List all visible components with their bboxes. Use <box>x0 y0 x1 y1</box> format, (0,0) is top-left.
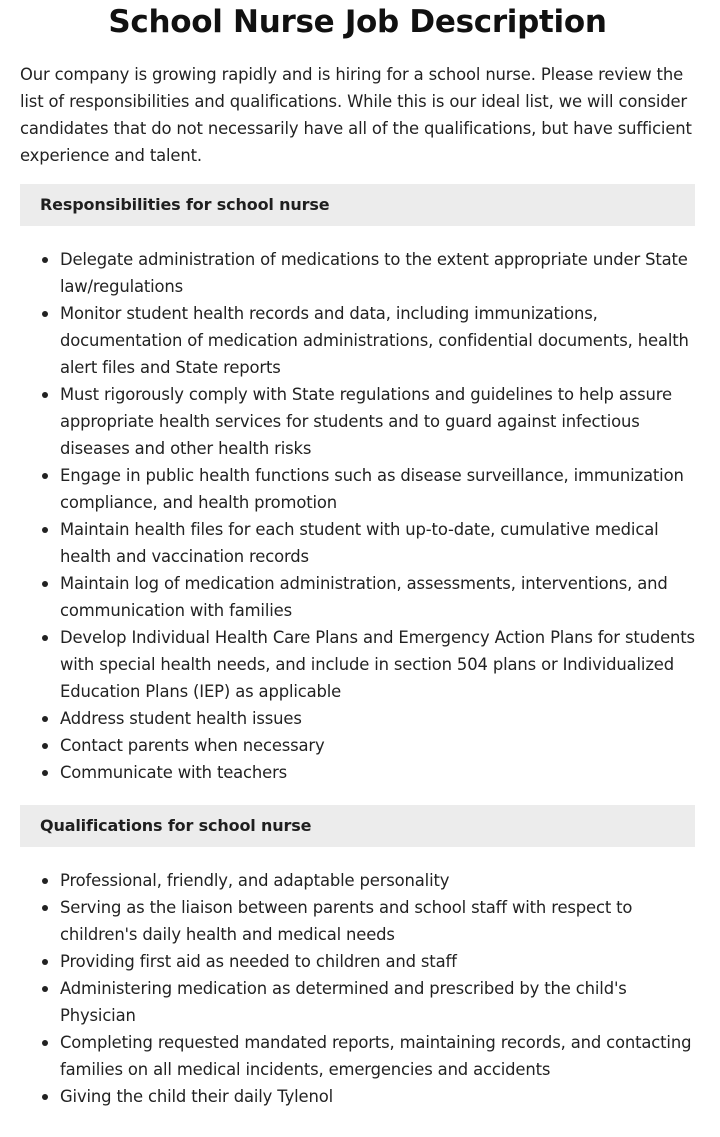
list-item: Develop Individual Health Care Plans and Emergency Action Plans for students with special health needs, and include in section 504 plans or Individualized Education Plans (IEP) as applicable <box>60 624 695 705</box>
qualifications-list <box>20 867 695 1110</box>
list-item: Delegate administration of medications to the extent appropriate under State law/regulations <box>60 246 695 300</box>
list-item: Maintain health files for each student with up-to-date, cumulative medical health and vaccination records <box>60 516 695 570</box>
qualifications-heading: Qualifications for school nurse <box>20 805 695 847</box>
list-item: Administering medication as determined and prescribed by the child's Physician <box>60 975 695 1029</box>
list-item: Must rigorously comply with State regulations and guidelines to help assure appropriate health services for students and to guard against infectious diseases and other health risks <box>60 381 695 462</box>
section-spacer <box>20 786 695 790</box>
list-item: Monitor student health records and data, including immunizations, documentation of medication administrations, confidential documents, health alert files and State reports <box>60 300 695 381</box>
responsibilities-list <box>20 246 695 786</box>
list-item: Maintain log of medication administration, assessments, interventions, and communication with families <box>60 570 695 624</box>
list-item: Giving the child their daily Tylenol <box>60 1083 695 1110</box>
page-title: School Nurse Job Description <box>108 4 607 40</box>
list-item: Completing requested mandated reports, maintaining records, and contacting families on all medical incidents, emergencies and accidents <box>60 1029 695 1083</box>
list-item: Providing first aid as needed to children and staff <box>60 948 695 975</box>
list-item: Engage in public health functions such as disease surveillance, immunization compliance, and health promotion <box>60 462 695 516</box>
intro-paragraph: Our company is growing rapidly and is hiring for a school nurse. Please review the list of responsibilities and qualifications. While this is our ideal list, we will consider candidates that do not necessarily have all of the qualifications, but have sufficient experience and talent. <box>20 65 692 165</box>
responsibilities-heading: Responsibilities for school nurse <box>20 184 695 226</box>
list-item: Communicate with teachers <box>60 759 695 786</box>
list-item: Address student health issues <box>60 705 695 732</box>
list-item: Serving as the liaison between parents and school staff with respect to children's daily health and medical needs <box>60 894 695 948</box>
list-item: Professional, friendly, and adaptable personality <box>60 867 695 894</box>
list-item: Contact parents when necessary <box>60 732 695 759</box>
